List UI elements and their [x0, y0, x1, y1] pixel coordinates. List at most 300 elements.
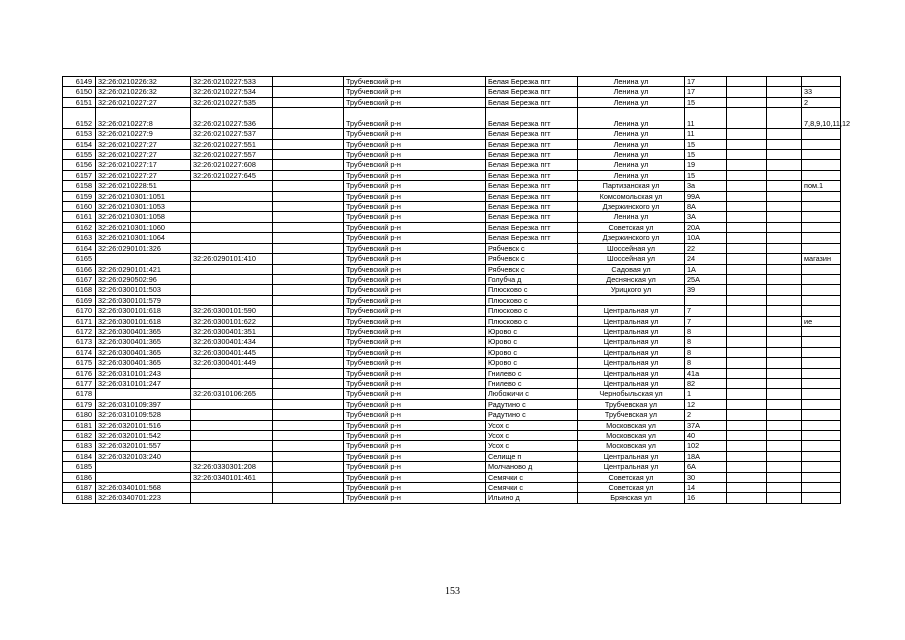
table-cell: Трубчевский р-н	[344, 97, 486, 107]
table-cell: Любожичи с	[486, 389, 578, 399]
table-cell: Белая Березка пгт	[486, 150, 578, 160]
table-cell: Трубчевский р-н	[344, 347, 486, 357]
table-cell	[96, 254, 191, 264]
table-cell: пом.1	[802, 181, 841, 191]
table-cell: 6151	[63, 97, 96, 107]
table-cell	[802, 347, 841, 357]
table-cell	[273, 233, 344, 243]
table-cell: Трубчевский р-н	[344, 358, 486, 368]
table-cell: Трубчевский р-н	[344, 295, 486, 305]
table-cell	[767, 483, 802, 493]
table-cell: Трубчевская ул	[578, 410, 685, 420]
table-cell	[727, 368, 767, 378]
table-cell	[273, 493, 344, 503]
table-cell: 10А	[685, 233, 727, 243]
table-cell	[191, 451, 273, 461]
table-cell	[191, 274, 273, 284]
table-cell: Белая Березка пгт	[486, 77, 578, 87]
table-cell	[727, 97, 767, 107]
table-cell: 24	[685, 254, 727, 264]
table-cell	[802, 170, 841, 180]
table-cell: 6174	[63, 347, 96, 357]
table-cell: Селище п	[486, 451, 578, 461]
table-cell: 32:26:0320101:542	[96, 431, 191, 441]
table-cell: Ленина ул	[578, 87, 685, 97]
table-row	[63, 181, 841, 191]
table-cell	[767, 493, 802, 503]
table-cell: Ильино д	[486, 493, 578, 503]
table-cell: 32:26:0210227:536	[191, 108, 273, 129]
table-cell	[273, 97, 344, 107]
table-cell: 32:26:0310101:243	[96, 368, 191, 378]
table-cell: Трубчевский р-н	[344, 108, 486, 129]
table-cell	[767, 254, 802, 264]
table-cell	[802, 77, 841, 87]
table-cell	[767, 129, 802, 139]
table-cell: Рябчевск с	[486, 254, 578, 264]
table-cell	[273, 316, 344, 326]
table-cell: 32:26:0300101:590	[191, 306, 273, 316]
table-cell: 32:26:0210301:1051	[96, 191, 191, 201]
table-cell: Ленина ул	[578, 129, 685, 139]
table-cell: 22	[685, 243, 727, 253]
table-cell: Брянская ул	[578, 493, 685, 503]
table-row	[63, 87, 841, 97]
table-row	[63, 97, 841, 107]
table-cell	[727, 108, 767, 129]
table-cell: Центральная ул	[578, 347, 685, 357]
table-cell: Трубчевский р-н	[344, 139, 486, 149]
table-cell: 6161	[63, 212, 96, 222]
table-cell	[191, 410, 273, 420]
table-cell: Ленина ул	[578, 108, 685, 129]
table-cell: 32:26:0300101:503	[96, 285, 191, 295]
table-cell: 32:26:0210227:533	[191, 77, 273, 87]
table-cell	[767, 431, 802, 441]
table-cell: 32:26:0310109:397	[96, 399, 191, 409]
table-cell: Советская ул	[578, 222, 685, 232]
table-row	[63, 254, 841, 264]
table-row	[63, 139, 841, 149]
table-cell	[767, 441, 802, 451]
table-cell: 6164	[63, 243, 96, 253]
table-cell	[802, 420, 841, 430]
table-cell	[727, 191, 767, 201]
table-cell	[802, 274, 841, 284]
table-cell	[767, 472, 802, 482]
table-cell	[273, 77, 344, 87]
table-cell	[727, 285, 767, 295]
table-cell	[802, 493, 841, 503]
table-cell: Гнилево с	[486, 368, 578, 378]
table-cell	[191, 212, 273, 222]
table-cell: Шоссейная ул	[578, 243, 685, 253]
table-cell	[802, 233, 841, 243]
table-cell: 32:26:0300401:434	[191, 337, 273, 347]
table-cell	[727, 254, 767, 264]
table-cell	[802, 483, 841, 493]
table-cell	[273, 410, 344, 420]
table-cell: 82	[685, 378, 727, 388]
table-cell	[802, 462, 841, 472]
table-cell: 32:26:0210301:1053	[96, 202, 191, 212]
table-cell: Белая Березка пгт	[486, 233, 578, 243]
table-cell	[727, 243, 767, 253]
table-cell: 32:26:0210227:557	[191, 150, 273, 160]
table-row	[63, 274, 841, 284]
table-cell	[727, 233, 767, 243]
table-cell	[727, 347, 767, 357]
table-cell: 8	[685, 326, 727, 336]
table-cell: 15	[685, 97, 727, 107]
table-cell	[727, 389, 767, 399]
table-cell	[767, 337, 802, 347]
table-cell: Трубчевский р-н	[344, 410, 486, 420]
table-row	[63, 264, 841, 274]
table-cell	[767, 222, 802, 232]
table-row	[63, 233, 841, 243]
table-cell: Трубчевский р-н	[344, 389, 486, 399]
table-cell: 32:26:0290101:326	[96, 243, 191, 253]
table-cell: Семячки с	[486, 472, 578, 482]
table-cell: Усох с	[486, 441, 578, 451]
table-cell: 6168	[63, 285, 96, 295]
table-cell: 8	[685, 358, 727, 368]
table-cell: Московская ул	[578, 441, 685, 451]
table-cell: Советская ул	[578, 472, 685, 482]
table-cell	[273, 160, 344, 170]
table-cell	[802, 202, 841, 212]
table-cell: 6165	[63, 254, 96, 264]
table-cell: 32:26:0210227:17	[96, 160, 191, 170]
table-cell	[802, 472, 841, 482]
table-cell: Ленина ул	[578, 150, 685, 160]
table-cell: 99А	[685, 191, 727, 201]
table-cell	[273, 306, 344, 316]
table-cell	[273, 170, 344, 180]
table-cell: 17	[685, 87, 727, 97]
table-row	[63, 77, 841, 87]
table-row	[63, 472, 841, 482]
table-cell: Трубчевский р-н	[344, 316, 486, 326]
table-cell: Юрово с	[486, 358, 578, 368]
table-cell: 6178	[63, 389, 96, 399]
table-cell: Молчаново д	[486, 462, 578, 472]
table-cell: 32:26:0300101:579	[96, 295, 191, 305]
table-cell	[273, 202, 344, 212]
table-row	[63, 337, 841, 347]
table-cell: 19	[685, 160, 727, 170]
table-cell	[767, 191, 802, 201]
table-cell: Ленина ул	[578, 97, 685, 107]
table-cell: 32:26:0300401:445	[191, 347, 273, 357]
table-cell: 2	[685, 410, 727, 420]
table-cell: Центральная ул	[578, 326, 685, 336]
table-cell: 6179	[63, 399, 96, 409]
table-cell: 6149	[63, 77, 96, 87]
table-cell	[767, 358, 802, 368]
table-cell	[802, 285, 841, 295]
table-cell: 32:26:0210227:537	[191, 129, 273, 139]
table-cell: Трубчевский р-н	[344, 191, 486, 201]
table-cell: 6173	[63, 337, 96, 347]
table-cell	[727, 181, 767, 191]
table-cell	[727, 150, 767, 160]
table-cell	[273, 337, 344, 347]
table-cell: Трубчевская ул	[578, 399, 685, 409]
table-cell: 32:26:0300401:365	[96, 358, 191, 368]
table-cell: 6171	[63, 316, 96, 326]
table-cell: Семячки с	[486, 483, 578, 493]
table-cell	[727, 77, 767, 87]
table-cell	[96, 462, 191, 472]
table-cell: Трубчевский р-н	[344, 451, 486, 461]
table-cell: 32:26:0210227:27	[96, 139, 191, 149]
table-cell	[191, 483, 273, 493]
table-cell	[191, 431, 273, 441]
table-cell: Трубчевский р-н	[344, 129, 486, 139]
table-cell: 32:26:0340101:568	[96, 483, 191, 493]
table-cell	[802, 139, 841, 149]
table-cell: 1	[685, 389, 727, 399]
table-cell: Дзержинского ул	[578, 202, 685, 212]
table-cell	[767, 150, 802, 160]
table-cell: 6154	[63, 139, 96, 149]
table-cell	[273, 378, 344, 388]
table-cell	[191, 295, 273, 305]
table-cell: 32:26:0210227:27	[96, 97, 191, 107]
table-cell	[802, 389, 841, 399]
table-cell: Юрово с	[486, 347, 578, 357]
table-row	[63, 378, 841, 388]
table-cell: Трубчевский р-н	[344, 181, 486, 191]
table-cell	[802, 129, 841, 139]
table-cell: 11	[685, 129, 727, 139]
table-cell	[273, 368, 344, 378]
table-cell	[727, 472, 767, 482]
table-cell: 37А	[685, 420, 727, 430]
table-cell: 32:26:0210228:51	[96, 181, 191, 191]
table-cell	[767, 389, 802, 399]
table-cell: 6156	[63, 160, 96, 170]
page-number: 153	[445, 586, 460, 597]
table-cell: Трубчевский р-н	[344, 462, 486, 472]
table-cell	[802, 264, 841, 274]
table-cell: Центральная ул	[578, 358, 685, 368]
table-cell	[191, 399, 273, 409]
table-cell: 40	[685, 431, 727, 441]
table-cell	[578, 295, 685, 305]
table-cell: 6177	[63, 378, 96, 388]
table-cell	[191, 243, 273, 253]
table-cell: Трубчевский р-н	[344, 170, 486, 180]
table-cell: Плюсково с	[486, 295, 578, 305]
table-cell	[802, 441, 841, 451]
table-cell: Белая Березка пгт	[486, 181, 578, 191]
table-cell: 6170	[63, 306, 96, 316]
table-cell	[727, 358, 767, 368]
table-cell	[767, 462, 802, 472]
table-cell	[767, 243, 802, 253]
table-row	[63, 420, 841, 430]
table-cell	[767, 378, 802, 388]
table-cell	[767, 347, 802, 357]
table-cell	[767, 139, 802, 149]
table-cell: Плюсково с	[486, 306, 578, 316]
table-cell	[727, 222, 767, 232]
table-row	[63, 160, 841, 170]
table-cell	[727, 129, 767, 139]
table-cell: Центральная ул	[578, 306, 685, 316]
table-cell: Трубчевский р-н	[344, 378, 486, 388]
table-cell	[191, 420, 273, 430]
table-cell	[273, 399, 344, 409]
table-cell: Советская ул	[578, 483, 685, 493]
table-cell: 102	[685, 441, 727, 451]
table-cell	[767, 326, 802, 336]
table-cell: 32:26:0320101:516	[96, 420, 191, 430]
table-cell: Трубчевский р-н	[344, 77, 486, 87]
table-cell: 32:26:0300101:618	[96, 316, 191, 326]
table-cell	[727, 170, 767, 180]
table-cell	[191, 233, 273, 243]
table-cell: Усох с	[486, 420, 578, 430]
table-cell	[802, 358, 841, 368]
table-cell: Трубчевский р-н	[344, 431, 486, 441]
table-cell	[802, 337, 841, 347]
table-cell: Трубчевский р-н	[344, 337, 486, 347]
table-cell: 32:26:0210226:32	[96, 77, 191, 87]
table-cell	[191, 368, 273, 378]
table-cell: 41а	[685, 368, 727, 378]
table-cell	[802, 150, 841, 160]
table-cell	[273, 472, 344, 482]
table-cell	[767, 410, 802, 420]
table-cell: Голубча д	[486, 274, 578, 284]
table-cell: 32:26:0290101:421	[96, 264, 191, 274]
table-cell	[727, 420, 767, 430]
table-cell: 6163	[63, 233, 96, 243]
table-cell	[273, 441, 344, 451]
table-cell: Центральная ул	[578, 462, 685, 472]
table-cell: Ленина ул	[578, 160, 685, 170]
table-cell	[273, 389, 344, 399]
table-cell	[191, 285, 273, 295]
table-cell: 30	[685, 472, 727, 482]
table-cell	[273, 285, 344, 295]
table-cell: 25А	[685, 274, 727, 284]
table-cell	[767, 295, 802, 305]
table-cell: 32:26:0210227:535	[191, 97, 273, 107]
table-cell: 6186	[63, 472, 96, 482]
table-cell: Белая Березка пгт	[486, 212, 578, 222]
table-cell: Трубчевский р-н	[344, 285, 486, 295]
table-row	[63, 295, 841, 305]
table-cell: 32:26:0210227:608	[191, 160, 273, 170]
table-cell	[727, 493, 767, 503]
table-cell	[767, 368, 802, 378]
table-cell: 6175	[63, 358, 96, 368]
table-cell	[802, 191, 841, 201]
table-cell: 6180	[63, 410, 96, 420]
table-cell: Ленина ул	[578, 212, 685, 222]
table-cell: 1А	[685, 264, 727, 274]
table-cell	[767, 274, 802, 284]
table-cell: 32:26:0210301:1064	[96, 233, 191, 243]
table-cell	[273, 212, 344, 222]
table-cell: Трубчевский р-н	[344, 264, 486, 274]
table-cell: 16	[685, 493, 727, 503]
table-cell: 32:26:0340701:223	[96, 493, 191, 503]
table-cell: 3А	[685, 212, 727, 222]
table-row	[63, 326, 841, 336]
table-cell: Трубчевский р-н	[344, 254, 486, 264]
table-cell	[767, 108, 802, 129]
table-cell: Центральная ул	[578, 368, 685, 378]
table-cell: 8А	[685, 202, 727, 212]
table-cell: 32:26:0330301:208	[191, 462, 273, 472]
table-cell	[727, 399, 767, 409]
table-cell: 32:26:0310109:528	[96, 410, 191, 420]
table-cell	[273, 129, 344, 139]
table-cell: 6183	[63, 441, 96, 451]
table-cell: 32:26:0300401:449	[191, 358, 273, 368]
registry-table	[62, 76, 851, 504]
table-cell: 15	[685, 150, 727, 160]
table-cell	[802, 243, 841, 253]
table-row	[63, 389, 841, 399]
table-cell: Чернобыльская ул	[578, 389, 685, 399]
table-cell: Радутино с	[486, 399, 578, 409]
table-row	[63, 431, 841, 441]
table-cell	[767, 233, 802, 243]
table-cell: Юрово с	[486, 337, 578, 347]
table-cell: 8	[685, 337, 727, 347]
table-cell: Трубчевский р-н	[344, 222, 486, 232]
table-cell: 6160	[63, 202, 96, 212]
table-cell: Московская ул	[578, 420, 685, 430]
table-cell: Трубчевский р-н	[344, 243, 486, 253]
table-cell: Трубчевский р-н	[344, 306, 486, 316]
table-cell	[191, 191, 273, 201]
table-cell: 6157	[63, 170, 96, 180]
table-row	[63, 212, 841, 222]
table-cell	[727, 451, 767, 461]
table-cell: 32:26:0300101:622	[191, 316, 273, 326]
table-cell: 32:26:0210227:9	[96, 129, 191, 139]
table-cell: 7,8,9,10,11,12	[802, 108, 841, 129]
table-cell: Комсомольская ул	[578, 191, 685, 201]
table-cell	[273, 295, 344, 305]
table-cell: 18А	[685, 451, 727, 461]
table-cell	[273, 347, 344, 357]
table-cell: 12	[685, 399, 727, 409]
table-cell: 32:26:0340101:461	[191, 472, 273, 482]
table-cell: 32:26:0210301:1060	[96, 222, 191, 232]
table-cell	[273, 483, 344, 493]
table-cell	[767, 316, 802, 326]
table-cell: Трубчевский р-н	[344, 368, 486, 378]
table-cell	[802, 160, 841, 170]
table-cell: 32:26:0210227:534	[191, 87, 273, 97]
table-cell: Трубчевский р-н	[344, 493, 486, 503]
table-cell: 32:26:0300401:365	[96, 347, 191, 357]
table-cell	[273, 181, 344, 191]
table-cell	[802, 399, 841, 409]
table-cell: 32:26:0210227:645	[191, 170, 273, 180]
table-cell: Урицкого ул	[578, 285, 685, 295]
table-cell	[802, 410, 841, 420]
